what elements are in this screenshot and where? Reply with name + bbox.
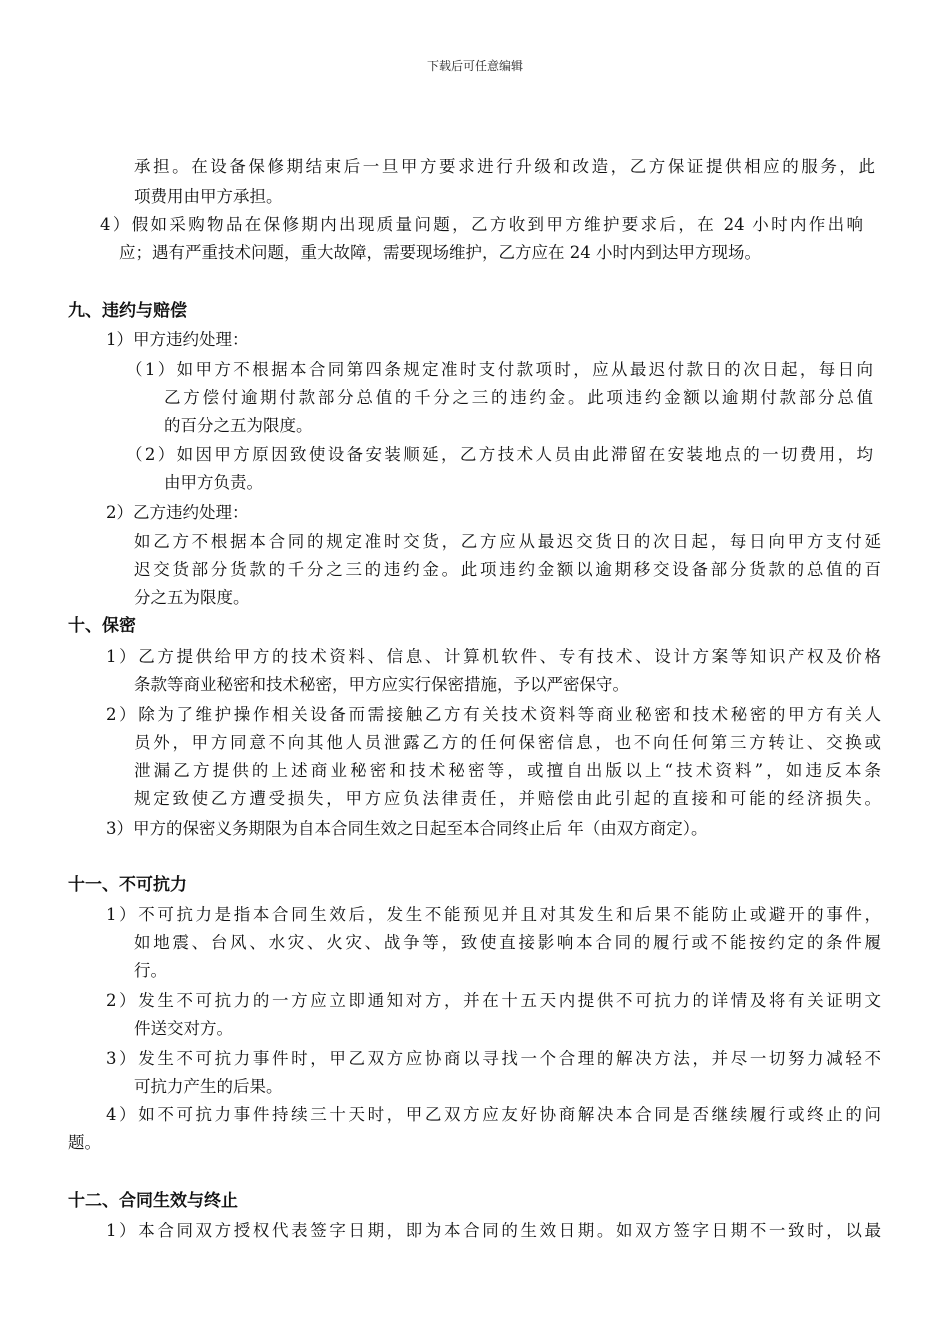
list-item: 3）发生不可抗力事件时，甲乙双方应协商以寻找一个合理的解决方法，并尽一切努力减轻不 <box>106 1049 881 1068</box>
paragraph-line: 行。 <box>134 961 167 980</box>
paragraph-line: 可抗力产生的后果。 <box>134 1077 283 1096</box>
paragraph-line: 员外，甲方同意不向其他人员泄露乙方的任何保密信息，也不向任何第三方转让、交换或 <box>134 733 881 752</box>
paragraph-line: 规定致使乙方遭受损失，甲方应负法律责任，并赔偿由此引起的直接和可能的经济损失。 <box>134 789 881 808</box>
paragraph-line: 件送交对方。 <box>134 1019 233 1038</box>
section-heading: 十一、不可抗力 <box>68 875 187 895</box>
paragraph-line: 如地震、台风、水灾、火灾、战争等，致使直接影响本合同的履行或不能按约定的条件履 <box>134 933 881 952</box>
paragraph-line: 的百分之五为限度。 <box>164 416 313 435</box>
paragraph-line: 乙方偿付逾期付款部分总值的千分之三的违约金。此项违约金额以逾期付款部分总值 <box>164 388 873 407</box>
list-item: 1）本合同双方授权代表签字日期，即为本合同的生效日期。如双方签字日期不一致时，以最 <box>106 1221 881 1240</box>
paragraph-line: 条款等商业秘密和技术秘密，甲方应实行保密措施，予以严密保守。 <box>134 675 629 694</box>
list-item: 1）乙方提供给甲方的技术资料、信息、计算机软件、专有技术、设计方案等知识产权及价格 <box>106 647 881 666</box>
list-item: 2）乙方违约处理： <box>106 503 249 522</box>
sub-list-item: （1）如甲方不根据本合同第四条规定准时支付款项时，应从最迟付款日的次日起，每日向 <box>126 360 873 379</box>
paragraph-line: 由甲方负责。 <box>164 473 263 492</box>
paragraph-line: 题。 <box>68 1133 101 1152</box>
list-item: 4）假如采购物品在保修期内出现质量问题，乙方收到甲方维护要求后，在 24 小时内作出响 <box>100 215 863 234</box>
paragraph-line: 泄漏乙方提供的上述商业秘密和技术秘密等，或擅自出版以上“技术资料”，如违反本条 <box>134 761 881 780</box>
list-item: 3）甲方的保密义务期限为自本合同生效之日起至本合同终止后 年（由双方商定）。 <box>106 819 708 838</box>
section-heading: 十二、合同生效与终止 <box>68 1191 238 1211</box>
paragraph-line: 如乙方不根据本合同的规定准时交货，乙方应从最迟交货日的次日起，每日向甲方支付延 <box>134 532 881 551</box>
list-item: 2）除为了维护操作相关设备而需接触乙方有关技术资料等商业秘密和技术秘密的甲方有关人 <box>106 705 881 724</box>
paragraph-line: 承担。在设备保修期结束后一旦甲方要求进行升级和改造，乙方保证提供相应的服务，此 <box>134 157 875 176</box>
list-item: 1）甲方违约处理： <box>106 330 249 349</box>
paragraph-line: 应；遇有严重技术问题，重大故障，需要现场维护，乙方应在 24 小时内到达甲方现场。 <box>119 243 761 262</box>
list-item: 4）如不可抗力事件持续三十天时，甲乙双方应友好协商解决本合同是否继续履行或终止的问 <box>106 1105 881 1124</box>
paragraph-line: 分之五为限度。 <box>134 588 250 607</box>
section-heading: 十、保密 <box>68 616 136 636</box>
paragraph-line: 迟交货部分货款的千分之三的违约金。此项违约金额以逾期移交设备部分货款的总值的百 <box>134 560 881 579</box>
list-item: 1）不可抗力是指本合同生效后，发生不能预见并且对其发生和后果不能防止或避开的事件， <box>106 905 881 924</box>
paragraph-line: 项费用由甲方承担。 <box>134 187 283 206</box>
page-header: 下载后可任意编辑 <box>426 59 523 73</box>
section-heading: 九、违约与赔偿 <box>68 301 187 321</box>
sub-list-item: （2）如因甲方原因致使设备安装顺延，乙方技术人员由此滞留在安装地点的一切费用，均 <box>126 445 873 464</box>
list-item: 2）发生不可抗力的一方应立即通知对方，并在十五天内提供不可抗力的详情及将有关证明文 <box>106 991 881 1010</box>
